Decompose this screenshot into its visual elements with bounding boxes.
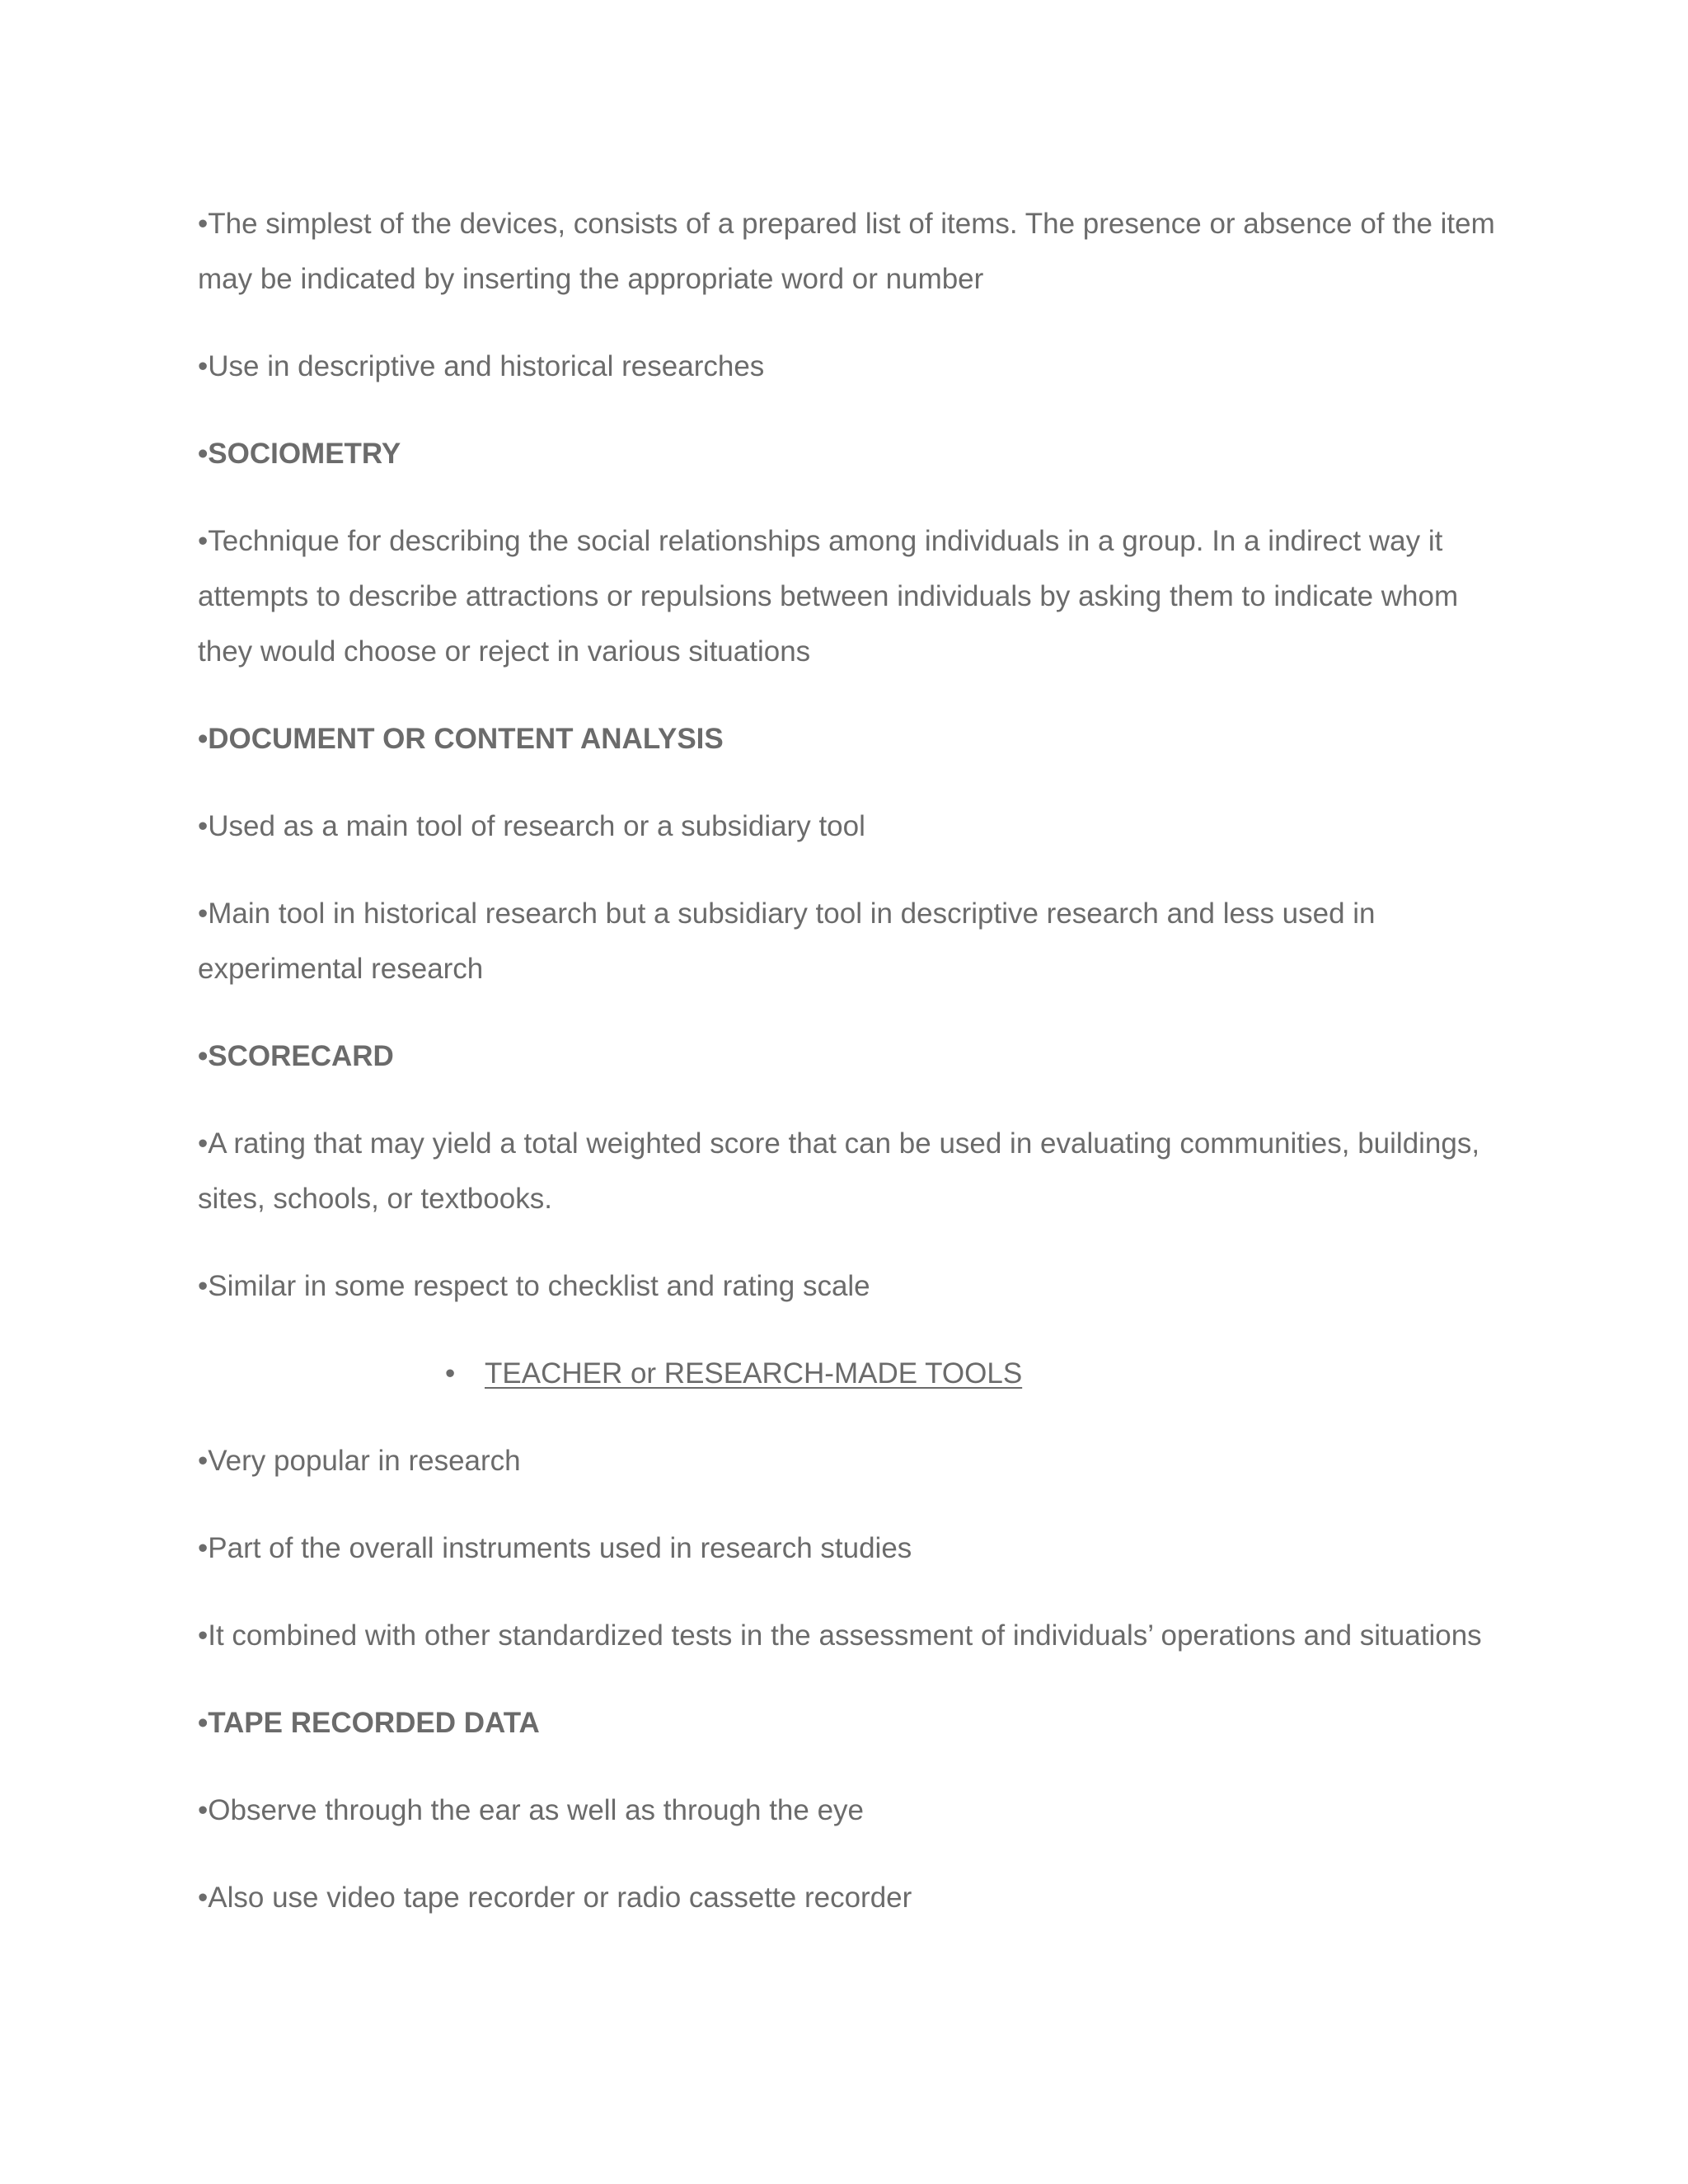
paragraph-content-analysis-use: •Used as a main tool of research or a subsidiary tool: [198, 810, 865, 842]
document-page: [198, 196, 1500, 1957]
paragraph-tools-combined: •It combined with other standardized tests in the assessment of individuals’ operations and situations: [198, 1619, 1482, 1652]
paragraph-tools-popular: •Very popular in research: [198, 1445, 521, 1477]
heading-tape-recorded-data: •TAPE RECORDED DATA: [198, 1707, 540, 1739]
heading-scorecard: •SCORECARD: [198, 1040, 394, 1072]
paragraph-tape-observe: •Observe through the ear as well as through the eye: [198, 1794, 865, 1826]
paragraph-scorecard-similarity: •Similar in some respect to checklist and rating scale: [198, 1270, 870, 1302]
subheading-teacher-made-tools-label: TEACHER or RESEARCH-MADE TOOLS: [485, 1357, 1023, 1390]
paragraph-sociometry-description: •Technique for describing the social relationships among individuals in a group. In a indirect way it attempts to describe attractions or repulsions between individuals by asking them to indicate whom they would choose or reject in various situations: [198, 525, 1459, 668]
paragraph-checklist-use: •Use in descriptive and historical researches: [198, 350, 765, 382]
heading-document-content-analysis: •DOCUMENT OR CONTENT ANALYSIS: [198, 723, 724, 755]
paragraph-tools-instruments: •Part of the overall instruments used in research studies: [198, 1532, 912, 1564]
paragraph-scorecard-description: •A rating that may yield a total weighted score that can be used in evaluating communities, buildings, sites, schools, or textbooks.: [198, 1127, 1480, 1215]
bullet-glyph: •: [445, 1357, 456, 1390]
subheading-teacher-made-tools: [198, 1346, 1500, 1401]
paragraph-tape-video: •Also use video tape recorder or radio cassette recorder: [198, 1882, 912, 1914]
paragraph-checklist-description: •The simplest of the devices, consists of a prepared list of items. The presence or absence of the item may be indicated by inserting the appropriate word or number: [198, 208, 1495, 295]
paragraph-content-analysis-main-tool: •Main tool in historical research but a subsidiary tool in descriptive research and less used in experimental research: [198, 898, 1376, 985]
heading-sociometry: •SOCIOMETRY: [198, 438, 401, 470]
